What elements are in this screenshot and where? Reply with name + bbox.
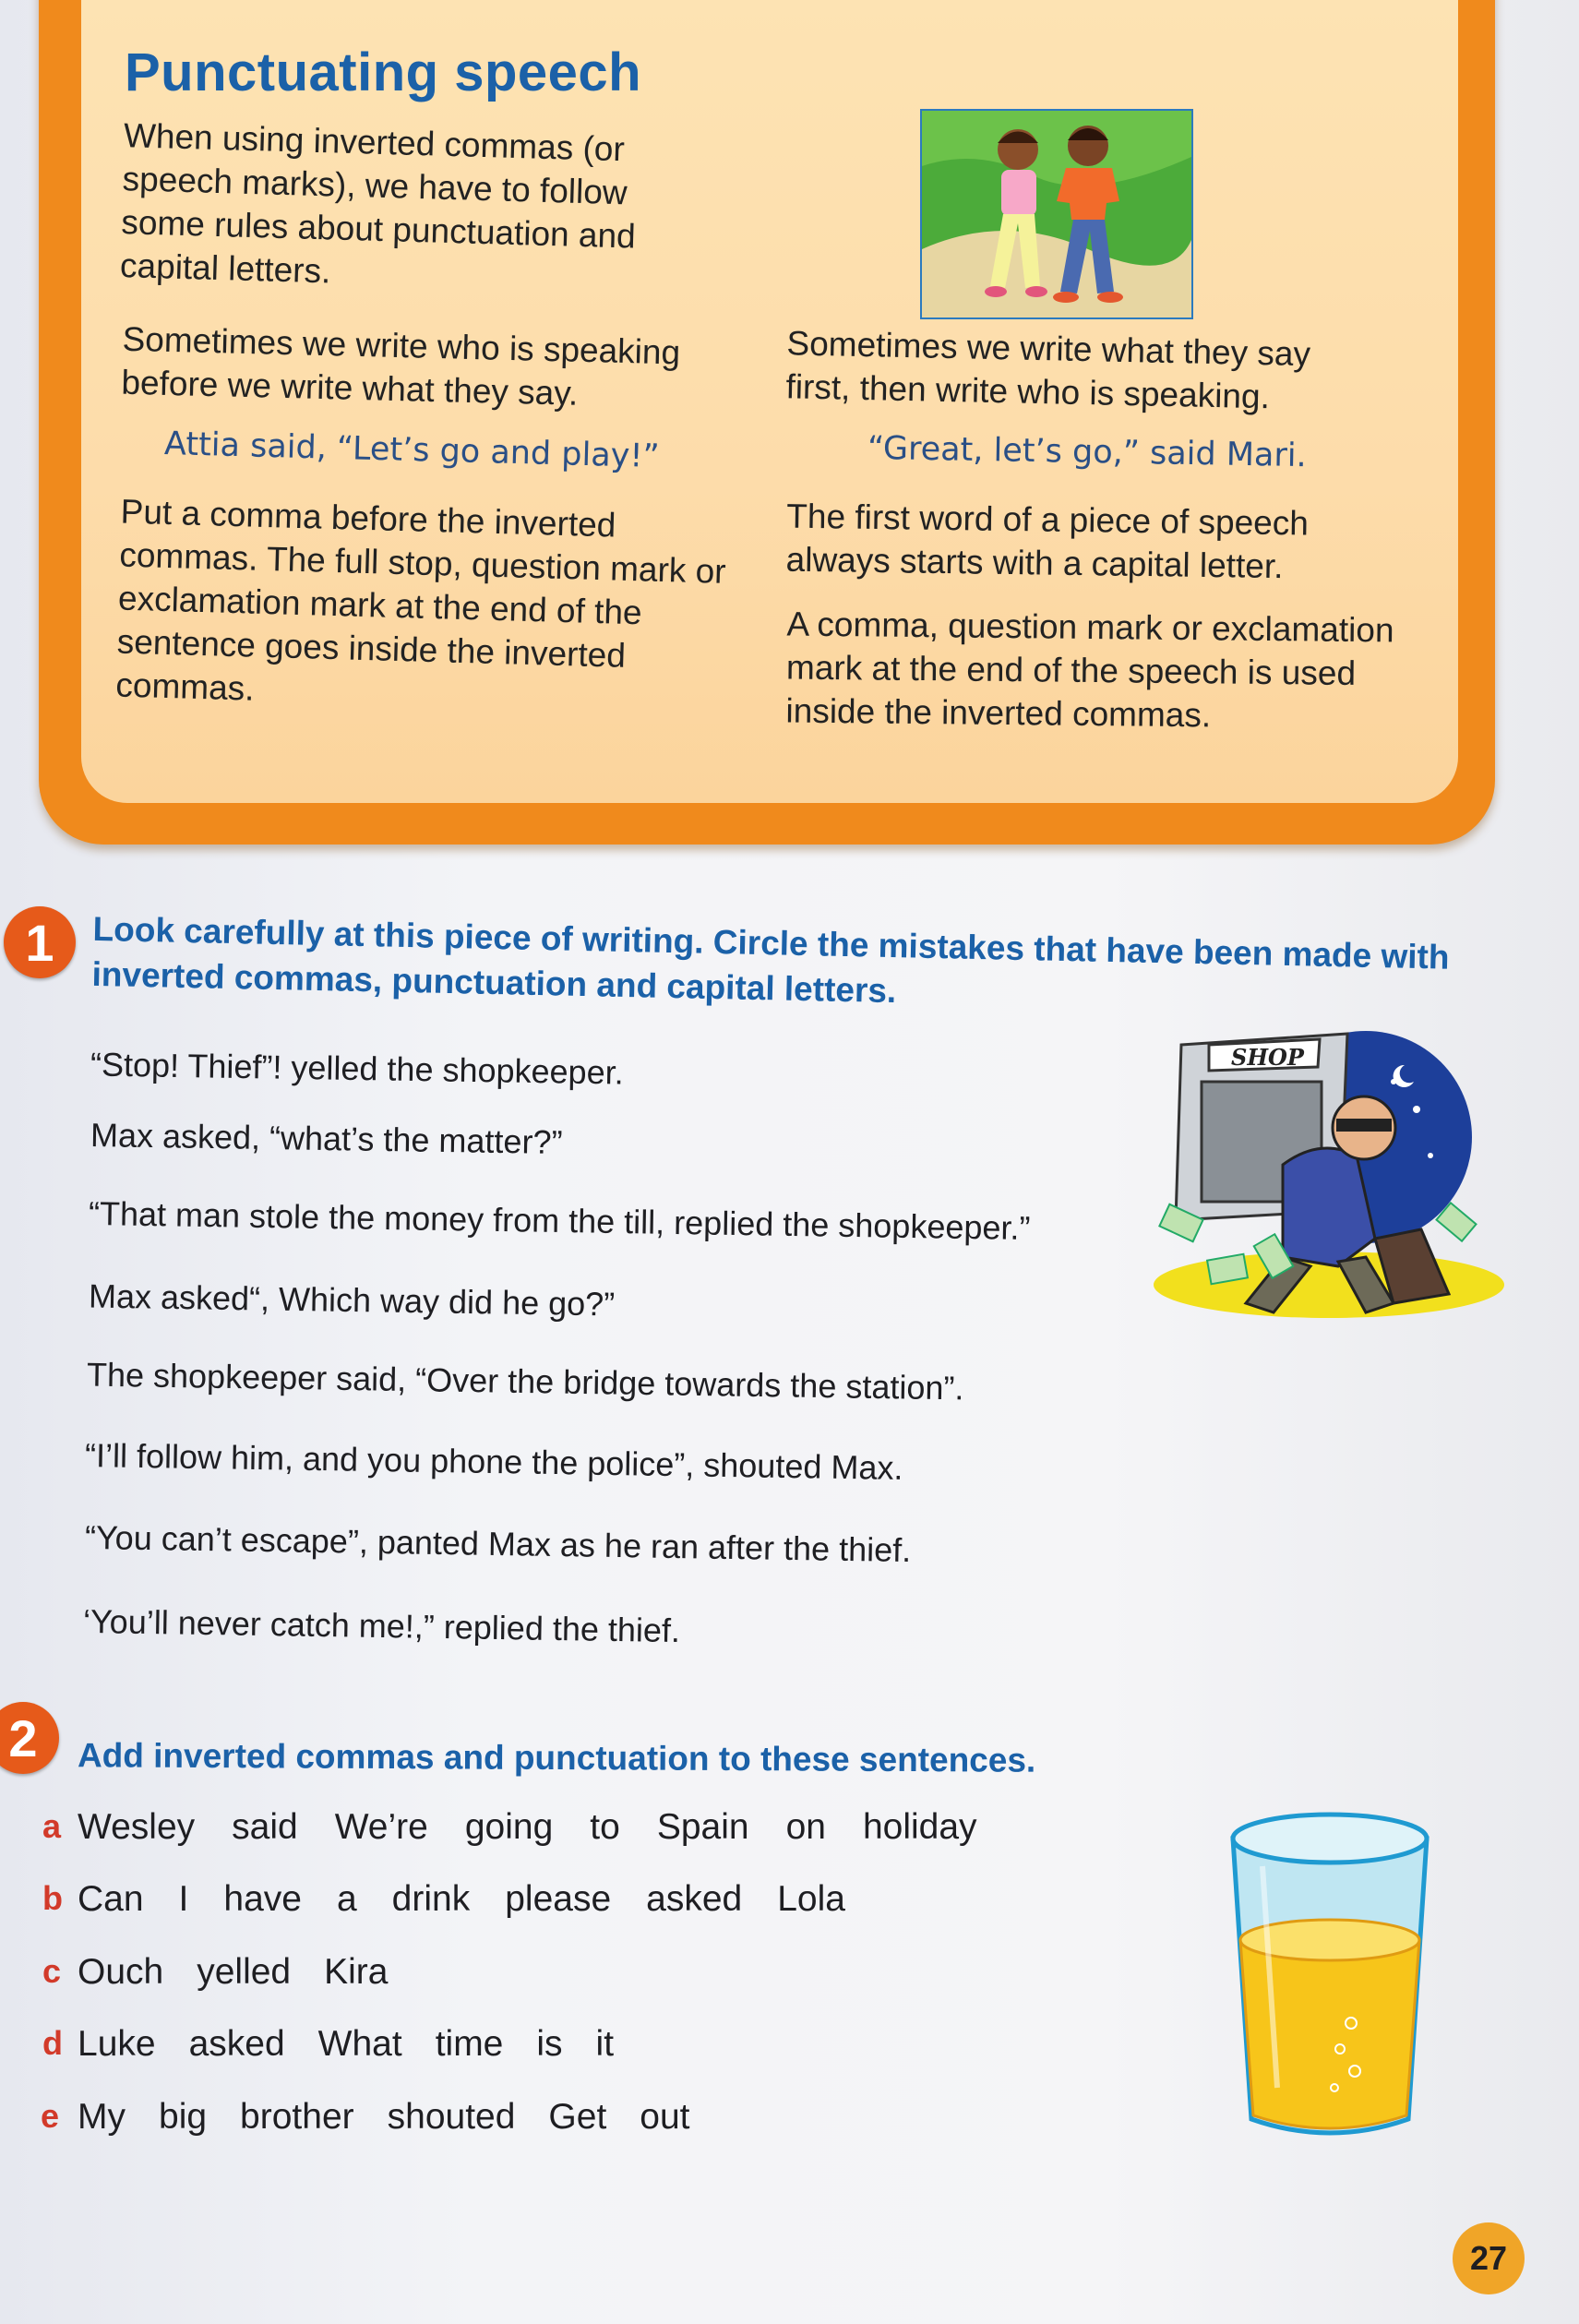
word: Can	[78, 1879, 144, 1919]
intro-text: When using inverted commas (or speech marks), we have to follow some rules about punctuation and capital letters.	[119, 116, 637, 291]
word: is	[536, 2024, 563, 2064]
activity-1-number-badge: 1	[4, 906, 76, 978]
word: have	[223, 1879, 302, 1919]
page-number: 27	[1453, 2222, 1525, 2294]
list-item	[78, 1807, 977, 1848]
word: Spain	[656, 1807, 749, 1847]
item-letter: e	[41, 2097, 60, 2135]
text-line: “I’ll follow him, and you phone the police”, shouted Max.	[84, 1436, 903, 1487]
left-rule-text: Sometimes we write who is speaking before we write what they say.	[121, 319, 681, 413]
word: shouted	[387, 2097, 516, 2137]
text-line: “Stop! Thief”! yelled the shopkeeper.	[90, 1045, 624, 1092]
word: Luke	[78, 2024, 156, 2064]
word: time	[435, 2024, 504, 2064]
text-line: ‘You’ll never catch me!,” replied the thief.	[82, 1601, 681, 1650]
word: asked	[646, 1879, 743, 1919]
word: drink	[391, 1879, 471, 1919]
text-line: Max asked, “what’s the matter?”	[90, 1115, 563, 1162]
item-letter: c	[42, 1952, 62, 1990]
left-explanation-text: Put a comma before the inverted commas. The full stop, question mark or exclamation mark at the end of the sentence goes inside the inverted commas.	[114, 492, 727, 708]
word: big	[159, 2097, 208, 2137]
word: brother	[240, 2097, 354, 2137]
word: to	[590, 1807, 620, 1847]
activity-2-instruction: Add inverted commas and punctuation to these sentences.	[77, 1736, 1036, 1779]
word: a	[336, 1879, 357, 1919]
word: We’re	[334, 1807, 428, 1847]
item-letter: a	[42, 1807, 62, 1845]
text-line: Max asked“, Which way did he go?”	[88, 1276, 616, 1324]
word: My	[78, 2097, 126, 2137]
word: yelled	[197, 1952, 292, 1992]
shop-sign: SHOP	[1231, 1044, 1304, 1071]
list-item	[78, 1879, 845, 1920]
children-walking-illustration	[920, 109, 1193, 319]
glass-of-juice-illustration	[1226, 1811, 1434, 2147]
list-item	[78, 2097, 690, 2138]
right-rule-text: Sometimes we write what they say first, then write who is speaking.	[785, 324, 1311, 416]
word: Wesley	[78, 1807, 196, 1847]
word: said	[232, 1807, 298, 1847]
word: it	[595, 2024, 615, 2064]
text-line: “You can’t escape”, panted Max as he ran after the thief.	[84, 1517, 912, 1570]
list-item	[78, 1952, 388, 1993]
activity-1-instruction: Look carefully at this piece of writing. Circle the mistakes that have been made with inverted commas, punctuation and capital letters.	[91, 909, 1450, 1011]
activity-2-number-badge: 2	[0, 1702, 59, 1774]
word: Kira	[324, 1952, 389, 1992]
word: on	[785, 1807, 826, 1847]
word: Lola	[777, 1879, 845, 1919]
right-example: “Great, let’s go,” said Mari.	[867, 429, 1308, 475]
item-letter: b	[42, 1879, 63, 1917]
right-explanation-2: A comma, question mark or exclamation mark at the end of the speech is used inside the inverted commas.	[785, 605, 1394, 735]
word: holiday	[862, 1807, 977, 1847]
item-letter: d	[42, 2024, 63, 2062]
word: Get	[548, 2097, 607, 2137]
word: Ouch	[78, 1952, 164, 1992]
right-explanation-1: The first word of a piece of speech always starts with a capital letter.	[785, 497, 1310, 586]
text-line: “That man stole the money from the till, replied the shopkeeper.”	[88, 1193, 1031, 1248]
word: out	[640, 2097, 690, 2137]
list-item	[78, 2024, 614, 2065]
word: What	[317, 2024, 402, 2064]
left-example: Attia said, “Let’s go and play!”	[163, 425, 661, 476]
word: please	[505, 1879, 612, 1919]
thief-shop-illustration	[1144, 1026, 1504, 1331]
word: going	[464, 1807, 554, 1847]
word: I	[178, 1879, 189, 1919]
info-title: Punctuating speech	[125, 42, 642, 102]
word: asked	[188, 2024, 285, 2064]
text-line: The shopkeeper said, “Over the bridge towards the station”.	[86, 1355, 964, 1408]
